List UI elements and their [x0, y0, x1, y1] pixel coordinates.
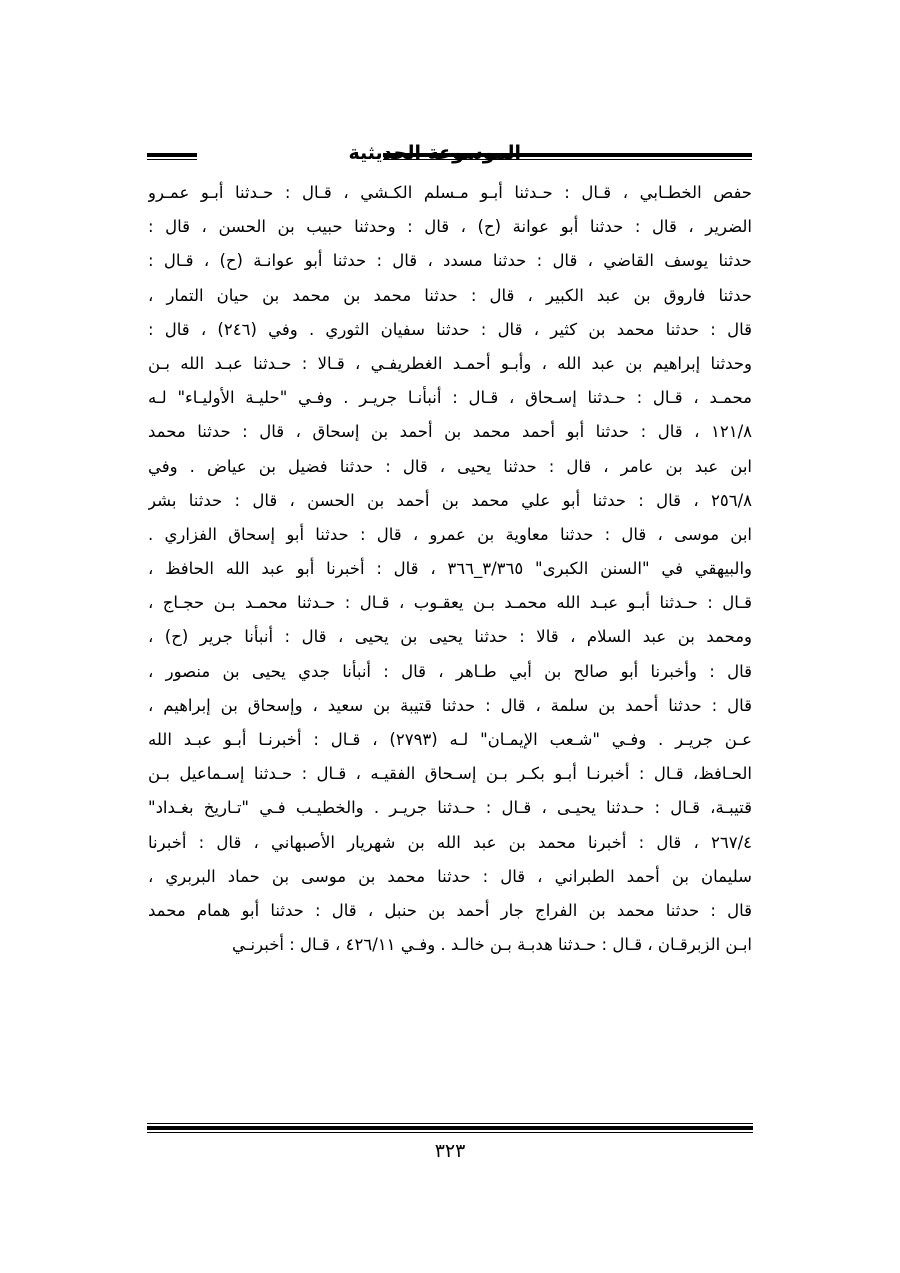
text-line: سليمان بن أحمد الطبراني ، قال : حدثنا محمد بن موسى بن حماد البربري ، [148, 866, 752, 886]
text-line: ومحمد بن عبد السلام ، قالا : حدثنا يحيى بن يحيى ، قال : أنبأنا جرير (ح) ، [148, 627, 752, 647]
footer-rule-thin-top [147, 1123, 753, 1124]
body-text [148, 176, 752, 962]
text-line: وحدثنا إبراهيم بن عبد الله ، وأبـو أحمـد الغطريفـي ، قـالا : حـدثنا عبـد الله بـن [148, 353, 752, 373]
text-line: حدثنا فاروق بن عبد الكبير ، قال : حدثنا محمد بن محمد بن حيان التمار ، [148, 285, 752, 305]
text-line: ابن موسى ، قال : حدثنا معاوية بن عمرو ، قال : حدثنا أبو إسحاق الفزاري . [148, 524, 752, 544]
text-line: الضرير ، قال : حدثنا أبو عوانة (ح) ، قال : وحدثنا حبيب بن الحسن ، قال : [148, 217, 752, 237]
running-header [147, 140, 752, 176]
text-line: قال : حدثنا محمد بن كثير ، قال : حدثنا سفيان الثوري . وفي (٢٤٦) ، قال : [148, 319, 752, 339]
text-line: ابن عبد بن عامر ، قال : حدثنا يحيى ، قال : حدثنا فضيل بن عياض . وفي [148, 456, 752, 476]
page-number: ٣٢٣ [434, 1140, 466, 1162]
text-line: محمـد ، قـال : حـدثنا إسـحاق ، قـال : أنبأنـا جريـر . وفـي "حليـة الأوليـاء" لـه [148, 388, 752, 408]
text-line: ٢٥٦/٨ ، قال : حدثنا أبو علي محمد بن أحمد بن الحسن ، قال : حدثنا بشر [148, 490, 752, 510]
footer-rule-thin-bottom [147, 1132, 753, 1133]
text-line: الحـافظ، قـال : أخبرنـا أبـو بكـر بـن إسـحاق الفقيـه ، قـال : حـدثنا إسـماعيل بـن [148, 764, 752, 784]
header-rule-left-thick [147, 153, 197, 157]
text-line: قال : وأخبرنا أبو صالح بن أبي طـاهر ، قال : أنبأنا جدي يحيى بن منصور ، [148, 661, 752, 681]
text-line: ٢٦٧/٤ ، قال : أخبرنا محمد بن عبد الله بن شهريار الأصبهاني ، قال : أخبرنا [148, 832, 752, 852]
header-title: الموسوعة الحديثية [348, 142, 521, 164]
footer-rule [147, 1123, 753, 1137]
text-line: ١٢١/٨ ، قال : حدثنا أبو أحمد محمد بن أحمد بن إسحاق ، قال : حدثنا محمد [148, 422, 752, 442]
text-line: قـال : حـدثنا أبـو عبـد الله محمـد بـن يعقـوب ، قـال : حـدثنا محمـد بـن حجـاج ، [148, 593, 752, 613]
text-line: قال : حدثنا أحمد بن سلمة ، قال : حدثنا قتيبة بن سعيد ، وإسحاق بن إبراهيم ، [148, 695, 752, 715]
text-line: قال : حدثنا محمد بن الفراج جار أحمد بن حنبل ، قال : حدثنا أبو همام محمد [148, 900, 752, 920]
text-line: حدثنا يوسف القاضي ، قال : حدثنا مسدد ، قال : حدثنا أبو عوانـة (ح) ، قـال : [148, 251, 752, 271]
header-rule-left-thin [147, 159, 197, 160]
text-line: والبيهقي في "السنن الكبرى" ٣/٣٦٥_٣٦٦ ، قال : أخبرنا أبو عبد الله الحافظ ، [148, 559, 752, 579]
footer-rule-thick [147, 1126, 753, 1130]
text-line: عـن جريـر . وفـي "شـعب الإيمـان" لـه (٢٧٩٣) ، قـال : أخبرنـا أبـو عبـد الله [148, 730, 752, 749]
text-line: حفص الخطـابي ، قـال : حـدثنا أبـو مـسلم الكـشي ، قـال : حـدثنا أبـو عمـرو [148, 183, 752, 202]
text-line: قتيبـة، قـال : حـدثنا يحيـى ، قـال : حـدثنا جريـر . والخطيـب فـي "تـاريخ بغـداد" [148, 798, 752, 818]
text-line: ابـن الزبرقـان ، قـال : حـدثنا هدبـة بـن خالـد . وفـي ٤٢٦/١١ ، قـال : أخبرنـي [231, 935, 752, 955]
